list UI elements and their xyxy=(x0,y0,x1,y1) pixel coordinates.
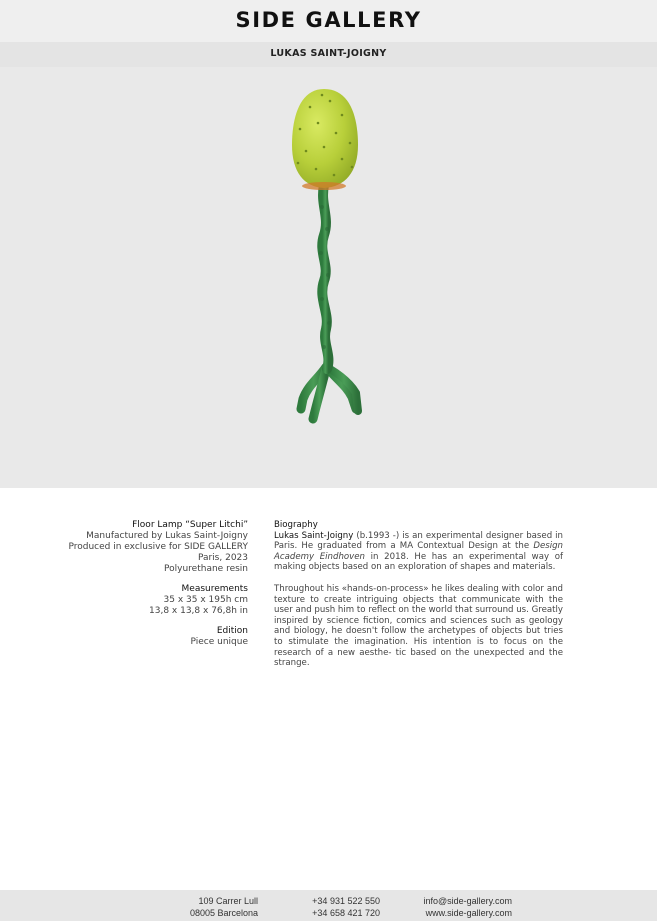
product-title: Floor Lamp “Super Litchi” xyxy=(132,520,248,530)
gallery-logo[interactable]: SIDE GALLERY xyxy=(235,8,422,32)
footer-phones xyxy=(300,895,380,919)
footer xyxy=(0,890,657,921)
product-line: Polyurethane resin xyxy=(164,564,248,574)
lamp-base xyxy=(301,367,358,419)
product-image xyxy=(0,67,657,488)
measurement-cm: 35 x 35 x 195h cm xyxy=(163,595,248,605)
bio-text: in 2018. He has an experimental way of making objects based on an exploration of shapes and materials. xyxy=(274,551,564,573)
header xyxy=(0,0,657,42)
phone-link[interactable]: +34 931 522 550 xyxy=(312,896,380,906)
measurement-in: 13,8 x 13,8 x 76,8h in xyxy=(149,606,248,616)
email-link[interactable]: info@side-gallery.com xyxy=(423,896,512,906)
biography xyxy=(274,520,563,669)
biography-paragraph-2: Throughout his «hands-on-process» he likes dealing with color and texture to create intriguing objects that communicate with the user and push him to reflect on the world that surround us. Greatly inspired by science fiction, comics and sciences such as geology and biology, he doesn't follow the archetypes of objects but tries to stimulate the imagination. His intention is to focus on the research of a new aesthe- tic based on the unexpected and the strange. xyxy=(274,583,564,669)
address-line: 08005 Barcelona xyxy=(189,908,258,918)
bio-school: Design Academy Eindhoven xyxy=(274,541,563,562)
product-line: Manufactured by Lukas Saint-Joigny xyxy=(86,531,248,541)
biography-paragraph-1 xyxy=(274,531,563,573)
product-details xyxy=(60,520,248,648)
product-line: Paris, 2023 xyxy=(197,553,248,563)
lamp-head-rim xyxy=(302,182,346,190)
address-line: 109 Carrer Lull xyxy=(198,896,258,906)
edition-label: Edition xyxy=(216,626,248,636)
bio-text: (b.1993 -) is an experimental designer based in Paris. He graduated from a MA Contextual Design at the xyxy=(274,530,563,552)
designer-name: Lukas Saint-Joigny xyxy=(274,530,354,541)
artist-name: LUKAS SAINT-JOIGNY xyxy=(270,48,387,59)
edition-value: Piece unique xyxy=(190,637,248,647)
footer-address xyxy=(180,895,258,919)
website-link[interactable]: www.side-gallery.com xyxy=(425,908,512,918)
lamp-illustration xyxy=(0,67,657,488)
footer-contact xyxy=(412,895,512,919)
phone-link[interactable]: +34 658 421 720 xyxy=(312,908,380,918)
product-line: Produced in exclusive for SIDE GALLERY xyxy=(68,542,248,552)
artist-bar xyxy=(0,42,657,67)
biography-label: Biography xyxy=(274,520,318,530)
measurements-label: Measurements xyxy=(181,584,248,594)
lamp-head xyxy=(292,89,358,188)
lamp-stem xyxy=(322,185,328,369)
